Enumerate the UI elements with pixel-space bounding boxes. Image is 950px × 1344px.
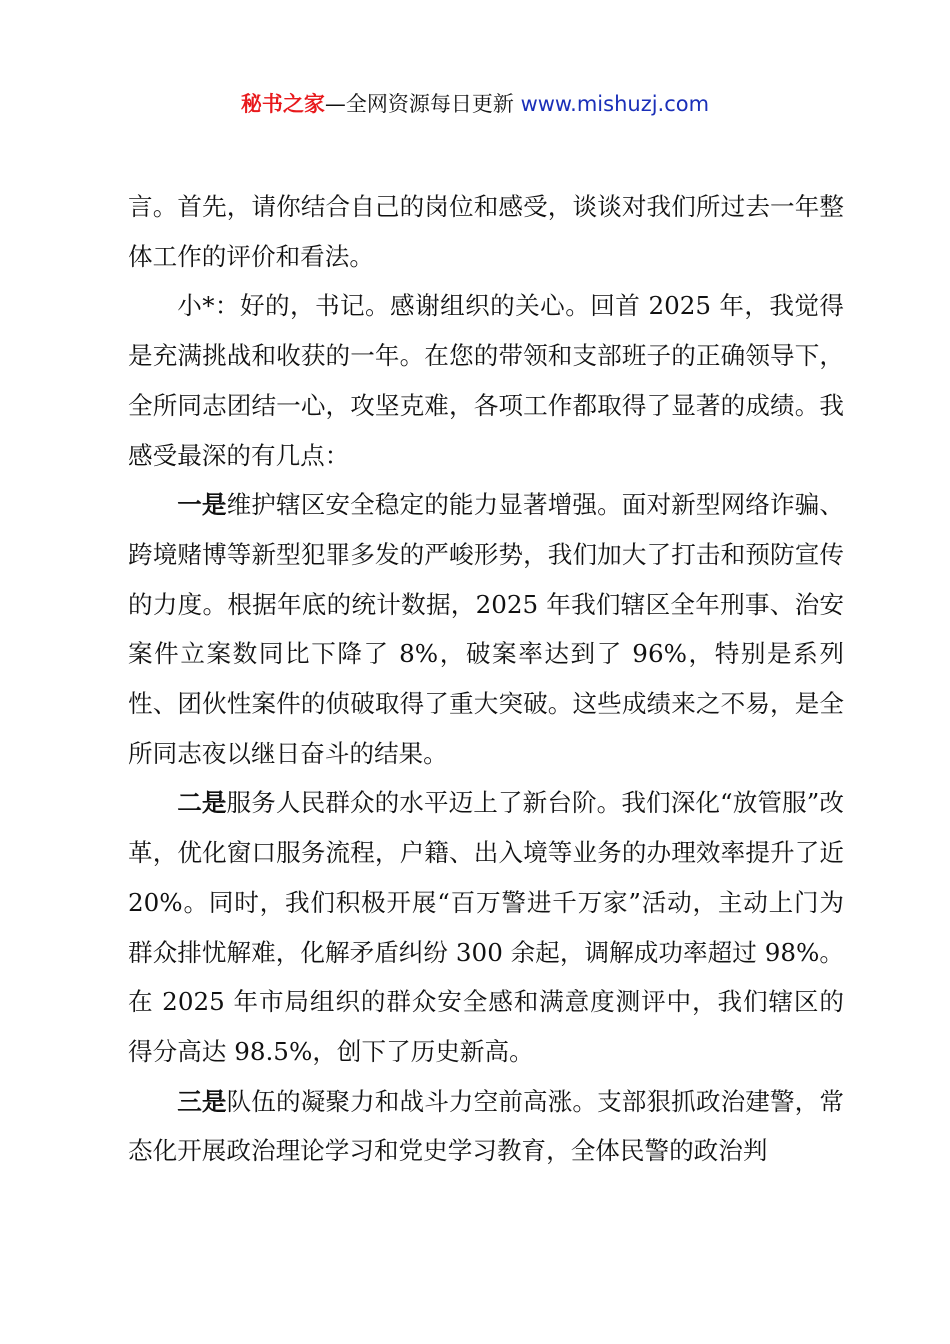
brand-name: 秘书之家 <box>240 92 325 116</box>
paragraph-lead: 一是 <box>177 490 227 520</box>
paragraph-point-two <box>128 778 844 1076</box>
paragraph-text: 服务人民群众的水平迈上了新台阶。我们深化“放管服”改革，优化窗口服务流程，户籍、出入境等业务的办理效率提升了近 20%。同时，我们积极开展“百万警进千万家”活动，主动上门为群众排忧解难，化解矛盾纠纷 300 余起，调解成功率超过 98%。在 2025 年市局组织的群众安全感和满意度测评中，我们辖区的得分高达 98.5%，创下了历史新高。 <box>128 788 844 1066</box>
paragraph-lead: 二是 <box>177 788 227 818</box>
paragraph-point-three <box>128 1077 844 1176</box>
paragraph-text: 维护辖区安全稳定的能力显著增强。面对新型网络诈骗、跨境赌博等新型犯罪多发的严峻形势，我们加大了打击和预防宣传的力度。根据年底的统计数据，2025 年我们辖区全年刑事、治安案件立案数同比下降了 8%，破案率达到了 96%，特别是系列性、团伙性案件的侦破取得了重大突破。这些成绩来之不易，是全所同志夜以继日奋斗的结果。 <box>128 490 844 768</box>
paragraph-lead: 三是 <box>177 1086 227 1116</box>
paragraph-text: 言。首先，请你结合自己的岗位和感受，谈谈对我们所过去一年整体工作的评价和看法。 <box>128 192 844 271</box>
document-body <box>128 182 844 1176</box>
page-header <box>0 88 950 120</box>
paragraph-continuation <box>128 182 844 281</box>
site-url-link[interactable]: www.mishuzj.com <box>520 92 710 116</box>
paragraph-answer-intro <box>128 281 844 480</box>
header-tagline: —全网资源每日更新 <box>324 92 514 116</box>
paragraph-text: 队伍的凝聚力和战斗力空前高涨。支部狠抓政治建警，常态化开展政治理论学习和党史学习教育，全体民警的政治判 <box>128 1086 844 1166</box>
paragraph-text: 小*：好的，书记。感谢组织的关心。回首 2025 年，我觉得是充满挑战和收获的一年。在您的带领和支部班子的正确领导下，全所同志团结一心，攻坚克难，各项工作都取得了显著的成绩。我感受最深的有几点： <box>128 291 844 470</box>
paragraph-point-one <box>128 480 844 778</box>
